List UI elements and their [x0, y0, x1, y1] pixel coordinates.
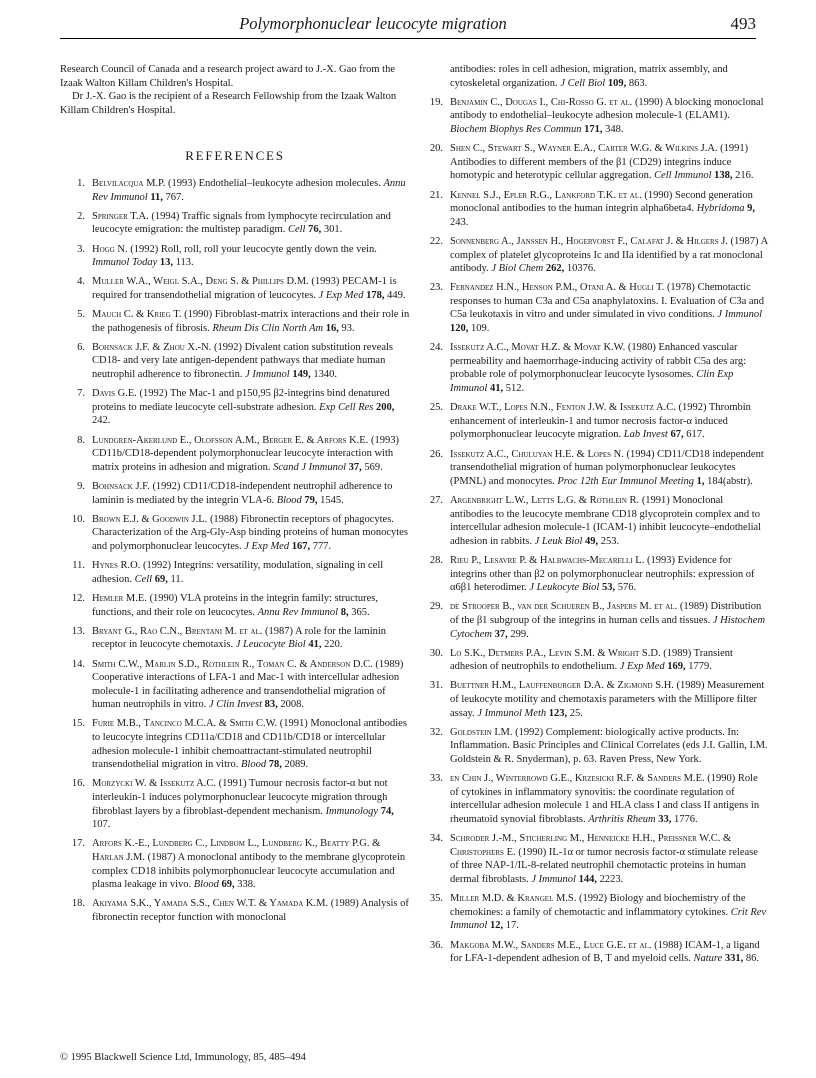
right-column	[418, 63, 768, 971]
reference-authors: de Strooper B., van der Schueren B., Jaspers M. et al.	[450, 601, 678, 613]
reference-authors: Schroder J.-M., Sticherling M., Henneicke H.H., Preissner W.C. & Christophers E.	[450, 833, 732, 858]
pages: 299.	[510, 628, 529, 640]
reference-year: (1989)	[676, 680, 705, 692]
reference-authors: Smith C.W., Marlin S.D., Rothlein R., Toman C. & Anderson D.C.	[92, 658, 373, 670]
reference-year: (1991)	[279, 718, 308, 730]
reference-title: Role of cytokines in inflammatory synovitis: the coordinate regulation of intercellular adhesion molecule 1 and HLA class I and class II antigens in rheumatoid synovial fibroblasts.	[450, 773, 760, 825]
reference-title: Analysis of fibronectin receptor function with monoclonal	[92, 898, 409, 923]
reference-number: 23.	[429, 282, 443, 294]
reference-number: 13.	[71, 625, 85, 637]
reference-title: Evidence for integrins other than β2 on polymorphonuclear neutrophils: expression of α6β1 heterodimer.	[450, 554, 755, 594]
reference-title: IL-1α or tumor necrosis factor-α stimulate release of three NAP-1/IL-8-related neutrophil chemotactic proteins in human dermal fibroblasts.	[450, 846, 758, 885]
volume: 79,	[304, 494, 318, 506]
volume: 8,	[340, 606, 349, 618]
journal-name: Scand J Immunol	[273, 461, 346, 473]
reference-authors: Kennel S.J., Epler R.G., Lankford T.K. et al.	[450, 189, 642, 201]
journal-name: Blood	[276, 494, 302, 506]
reference-year: (1991)	[218, 778, 247, 790]
reference-number: 14.	[71, 658, 85, 670]
pages: 1776.	[673, 814, 698, 825]
reference-title: Divalent cation substitution reveals CD18- and very late antigen-dependent pathways that mediate human neutrophil adherence to fibronectin.	[92, 341, 394, 381]
journal-name: Clin Exp Immunol	[450, 369, 734, 395]
volume: 167,	[291, 540, 311, 552]
pages: 10376.	[566, 263, 596, 275]
reference-year: (1994)	[626, 448, 655, 460]
reference-authors: Hynes R.O.	[92, 560, 141, 572]
reference-entry	[418, 494, 768, 548]
journal-name: Cell Immunol	[654, 170, 712, 182]
reference-entry	[418, 448, 768, 489]
reference-year: (1992)	[139, 388, 168, 400]
volume: 120,	[450, 323, 469, 335]
reference-authors: Bryant G., Rao C.N., Brentani M. et al.	[92, 625, 263, 637]
reference-authors: Issekutz A.C., Chuluyan H.E. & Lopes N.	[450, 448, 624, 460]
pages: 569.	[364, 461, 383, 473]
pages: 107.	[92, 819, 111, 831]
reference-number: 19.	[429, 96, 443, 108]
volume: 41,	[308, 639, 322, 651]
reference-title: Distribution of the β1 subgroup of the integrins in human cells and tissues.	[450, 601, 762, 626]
volume: 171,	[584, 123, 603, 135]
volume: 331,	[724, 953, 744, 965]
pages: 220.	[324, 639, 343, 651]
volume: 144,	[578, 873, 597, 885]
reference-title: CD11/CD18 independent transendothelial migration of human polymorphonuclear leukocytes (PMNL) and monocytes.	[450, 448, 764, 487]
reference-authors: Mauch C. & Krieg T.	[92, 309, 182, 321]
reference-year: (1992)	[152, 481, 181, 492]
pages: 17.	[505, 920, 519, 932]
reference-number: 16.	[71, 778, 85, 790]
reference-number: 9.	[77, 481, 85, 492]
reference-authors: Davis G.E.	[92, 388, 137, 400]
reference-year: (1987)	[265, 625, 293, 637]
reference-list	[418, 96, 768, 966]
pages: 93.	[341, 322, 355, 334]
volume: 76,	[308, 224, 322, 236]
pages: 2223.	[599, 873, 624, 885]
reference-authors: Lundgren-Akerlund E., Olofsson A.M., Berger E. & Arfors K.E.	[92, 434, 369, 446]
reference-title: A monoclonal antibody to the membrane glycoprotein complex CD18 inhibits polymorphonuclear leucocyte accumulation and plasma leakage in vivo.	[92, 852, 406, 891]
reference-title: Thrombin enhancement of interleukin-1 and tumor necrosis factor-α induced polymorphonuclear leucocyte migration.	[450, 402, 751, 441]
reference-number: 10.	[71, 513, 85, 525]
journal-name: J Leucocyte Biol	[235, 639, 306, 651]
reference-title: Complement: biologically active products. In: Inflammation. Basic Principles and Clinical Correlates (eds J.I. Gallin, I.M. Goldstein & R. Snyderman), p. 63. Raven Press, New York.	[450, 726, 768, 766]
volume: 49,	[585, 535, 599, 547]
acknowledgement-paragraph: Research Council of Canada and a research project award to J.-X. Gao from the Izaak Walton Killam Children's Hospital.	[60, 64, 395, 89]
running-title: Polymorphonuclear leucocyte migration	[239, 14, 507, 33]
reference-title: A complex of platelet glycoproteins Ic and IIa identified by a rat monoclonal antibody.	[450, 235, 768, 275]
reference-authors: Bohnsack J.F. & Zhou X.-N.	[92, 341, 212, 353]
reference-title: Fibroblast-matrix interactions and their role in the pathogenesis of fibrosis.	[92, 309, 410, 334]
reference-year: (1990)	[634, 96, 663, 108]
journal-name: J Clin Invest	[208, 699, 263, 711]
journal-name: Blood	[241, 759, 267, 771]
reference-entry	[418, 600, 768, 641]
reference-number: 18.	[71, 898, 85, 910]
reference-authors: Sonnenberg A., Janssen H., Hogervorst F., Calafat J. & Hilgers J.	[450, 235, 728, 247]
volume: 69,	[154, 573, 168, 585]
journal-name: J Cell Biol	[560, 77, 606, 89]
journal-name: Rheum Dis Clin North Am	[212, 322, 324, 334]
reference-title: Fibronectin receptors of phagocytes. Characterization of the Arg-Gly-Asp binding proteins of human monocytes and polymorphonuclear leucocytes.	[92, 513, 408, 552]
reference-title: Monoclonal antibodies to the leucocyte membrane CD18 glycoprotein complex and to intercellular adhesion molecule-1 (ICAM-1) inhibit leucocyte–endothelial adhesion in rabbits.	[450, 494, 762, 547]
page-number: 493	[730, 14, 756, 33]
volume: 69,	[221, 879, 235, 891]
journal-name: Annu Rev Immunol	[92, 177, 406, 203]
reference-number: 4.	[77, 276, 85, 288]
reference-title: The Mac-1 and p150,95 β2-integrins bind denatured proteins to mediate leucocyte cell-substrate adhesion.	[92, 388, 390, 413]
reference-title: Enhanced vascular permeability and haemorrhage-inducing activity of rabbit C5a des arg: probable role of polymorphonuclear leucocyte lysosomes.	[450, 342, 747, 381]
reference-entry	[60, 513, 410, 554]
reference-year: (1990)	[149, 592, 178, 604]
reference-number: 35.	[429, 893, 443, 905]
pages: 1340.	[313, 369, 337, 381]
reference-entry	[418, 554, 768, 595]
pages: 86.	[745, 953, 760, 965]
reference-number: 7.	[77, 388, 85, 400]
pages: 512.	[505, 383, 525, 395]
reference-year: (1989)	[663, 647, 692, 659]
reference-number: 30.	[429, 647, 443, 659]
reference-authors: Arfors K.-E., Lundberg C., Lindbom L., Lundberg K., Beatty P.G. & Harlan J.M.	[92, 838, 381, 863]
journal-name: J Immunol	[245, 369, 290, 381]
journal-name: Cell	[287, 224, 306, 236]
reference-entry	[418, 892, 768, 933]
reference-entry	[418, 679, 768, 720]
journal-name: J Biol Chem	[491, 263, 544, 275]
reference-number: 28.	[429, 554, 443, 566]
reference-year: (1990)	[707, 773, 736, 785]
volume: 13,	[159, 257, 173, 269]
reference-number: 1.	[77, 177, 85, 189]
copyright-footer: © 1995 Blackwell Science Ltd, Immunology, 85, 485–494	[60, 1052, 306, 1063]
reference-year: (1978)	[666, 282, 695, 294]
pages: 2089.	[284, 759, 309, 771]
journal-name: J Leukocyte Biol	[529, 582, 600, 594]
reference-title: CD11b/CD18-dependent polymorphonuclear leucocyte interaction with matrix proteins in adhesion and migration.	[92, 448, 394, 473]
reference-title: Antibodies to different members of the β1 (CD29) integrins induce homotypic and heterotypic cellular aggregation.	[450, 156, 732, 182]
journal-name: Cell	[134, 573, 153, 585]
journal-name: Crit Rev Immunol	[450, 906, 767, 932]
pages: 863.	[628, 77, 648, 89]
journal-name: Proc 12th Eur Immunol Meeting	[557, 475, 694, 487]
journal-name: J Immunol Meth	[477, 707, 547, 719]
reference-authors: Lo S.K., Detmers P.A., Levin S.M. & Wright S.D.	[450, 647, 661, 659]
reference-year: (1993)	[370, 434, 399, 446]
reference-year: (1989)	[679, 601, 708, 613]
journal-name: Immunology	[325, 805, 379, 817]
journal-name: J Exp Med	[619, 661, 665, 673]
volume: 178,	[366, 289, 385, 301]
reference-entry	[418, 939, 768, 966]
reference-year: (1989)	[375, 658, 404, 670]
reference-title: Tumour necrosis factor-α but not interleukin-1 induces polymorphonuclear leucocyte migration through fibroblast layers by a fibroblast-dependent mechanism.	[92, 778, 388, 817]
reference-year: (1993)	[167, 177, 196, 189]
reference-entry	[60, 434, 410, 475]
pages: 576.	[617, 582, 637, 594]
reference-list	[60, 177, 410, 925]
reference-authors: Buettner H.M., Lauffenburger D.A. & Zigmond S.H.	[450, 680, 674, 692]
reference-entry	[60, 717, 410, 771]
reference-number: 15.	[71, 718, 85, 730]
reference-number: 25.	[429, 402, 443, 414]
reference-entry	[418, 189, 768, 230]
volume: 53,	[601, 582, 616, 594]
pages: 348.	[605, 123, 624, 135]
journal-name: J Leuk Biol	[534, 535, 583, 547]
journal-name: Exp Cell Res	[319, 401, 374, 413]
journal-name: Blood	[193, 879, 219, 891]
reference-title: CD11/CD18-independent neutrophil adherence to laminin is mediated by the integrin VLA-6.	[92, 481, 393, 506]
pages: 242.	[92, 415, 111, 427]
journal-name: J Exp Med	[244, 540, 290, 552]
reference-authors: Fernandez H.N., Henson P.M., Otani A. & Hugli T.	[450, 282, 665, 294]
reference-entry	[418, 281, 768, 335]
reference-year: (1992)	[142, 560, 171, 572]
reference-authors: Rieu P., Lesavre P. & Halbwachs-Mecarelli L.	[450, 554, 645, 566]
reference-title: Chemotactic responses to human C3a and C5a anaphylatoxins. I. Evaluation of C3a and C5a leukotaxis in vitro and under simulated in vivo conditions.	[450, 282, 765, 321]
pages: 11.	[170, 573, 184, 585]
reference-year: (1988)	[209, 513, 238, 525]
reference-title: PECAM-1 is required for transendothelial migration of leucocytes.	[92, 276, 397, 301]
reference-year: (1987)	[730, 235, 759, 247]
reference-number: 36.	[429, 939, 443, 951]
reference-authors: Hemler M.E.	[92, 592, 147, 604]
reference-year: (1988)	[654, 939, 683, 951]
reference-title: Traffic signals from lymphocyte recirculation and leucocyte emigration: the multistep paradigm.	[92, 210, 391, 236]
reference-entry	[60, 387, 410, 428]
reference-authors: Belvilacqua M.P.	[92, 177, 166, 189]
reference-number: 34.	[429, 833, 443, 845]
reference-continuation	[418, 63, 768, 90]
journal-name: Lab Invest	[623, 429, 668, 441]
reference-authors: Furie M.B., Tancinco M.C.A. & Smith C.W.	[92, 718, 278, 730]
reference-entry	[60, 480, 410, 507]
reference-authors: Makgoba M.W., Sanders M.E., Luce G.E. et al.	[450, 939, 652, 951]
reference-entry	[60, 177, 410, 204]
reference-number: 21.	[429, 189, 443, 201]
reference-year: (1993)	[646, 554, 675, 566]
volume: 138,	[714, 170, 733, 182]
reference-authors: Muller W.A., Weigl S.A., Deng S. & Phillips D.M.	[92, 276, 309, 288]
pages: 1779.	[688, 661, 712, 673]
reference-entry	[60, 275, 410, 302]
volume: 123,	[548, 707, 568, 719]
journal-name: J Immunol	[717, 309, 763, 321]
reference-number: 6.	[77, 341, 85, 353]
volume: 9,	[747, 203, 756, 215]
pages: 767.	[165, 191, 184, 203]
reference-authors: Goldstein I.M.	[450, 726, 513, 738]
pages: 301.	[323, 224, 343, 236]
reference-year: (1990)	[644, 189, 673, 201]
volume: 83,	[264, 699, 278, 711]
reference-entry	[60, 897, 410, 924]
pages: 253.	[600, 535, 620, 547]
reference-number: 32.	[429, 726, 443, 738]
reference-authors: en Chin J., Winterrowd G.E., Krzesicki R.F. & Sanders M.E.	[450, 773, 705, 785]
pages: 113.	[175, 257, 194, 269]
reference-title: Second generation monoclonal antibodies to the human integrin alpha6beta4.	[450, 189, 753, 215]
reference-number: 22.	[429, 235, 443, 247]
running-header	[60, 12, 756, 39]
reference-entry	[418, 647, 768, 674]
volume: 12,	[489, 920, 504, 932]
reference-year: (1992)	[678, 402, 707, 414]
journal-name: J Immunol	[531, 873, 576, 885]
reference-entry	[418, 341, 768, 395]
reference-year: (1992)	[213, 341, 242, 353]
reference-title: Biology and biochemistry of the chemokines: a family of chemotactic and inflammatory cytokines.	[450, 893, 746, 918]
reference-entry	[60, 777, 410, 831]
pages: 184(abstr).	[707, 475, 753, 487]
left-column	[60, 63, 410, 930]
reference-authors: Argenbright L.W., Letts L.G. & Rothlein R.	[450, 494, 640, 506]
reference-number: 27.	[429, 494, 443, 506]
reference-authors: Brown E.J. & Goodwin J.L.	[92, 513, 208, 525]
reference-number: 29.	[429, 601, 443, 613]
volume: 262,	[545, 263, 565, 275]
reference-title: Transient adhesion of neutrophils to endothelium.	[450, 647, 733, 673]
reference-year: (1992)	[515, 726, 544, 738]
reference-entry	[60, 308, 410, 335]
reference-title: A role for the laminin receptor in leucocyte chemotaxis.	[92, 625, 387, 651]
reference-number: 2.	[77, 210, 85, 222]
references-heading: REFERENCES	[185, 148, 285, 164]
reference-title: Endothelial–leukocyte adhesion molecules.	[198, 177, 381, 189]
reference-authors: Springer T.A.	[92, 210, 149, 222]
reference-number: 24.	[429, 342, 443, 354]
reference-entry	[60, 625, 410, 652]
reference-title: ICAM-1, a ligand for LFA-1-dependent adhesion of B, T and myeloid cells.	[450, 939, 760, 965]
reference-entry	[418, 142, 768, 183]
reference-entry	[60, 837, 410, 891]
pages: 338.	[237, 879, 256, 891]
reference-authors: Shen C., Stewart S., Wayner E.A., Carter W.G. & Wilkins J.A.	[450, 143, 718, 155]
volume: 41,	[489, 383, 504, 395]
reference-title: Roll, roll, roll your leucocyte gently down the vein.	[160, 243, 377, 255]
reference-number: 20.	[429, 143, 443, 155]
reference-year: (1990)	[518, 846, 547, 858]
volume: 200,	[376, 401, 395, 413]
reference-authors: Akiyama S.K., Yamada S.S., Chen W.T. & Yamada K.M.	[92, 898, 329, 910]
volume: 109,	[607, 77, 627, 89]
pages: 243.	[450, 216, 469, 228]
reference-entry	[418, 832, 768, 886]
pages: 777.	[312, 540, 332, 552]
volume: 67,	[670, 429, 684, 441]
journal-name: J Histochem Cytochem	[450, 614, 766, 640]
reference-number: 8.	[77, 434, 85, 446]
volume: 11,	[150, 191, 163, 203]
reference-number: 31.	[429, 680, 443, 692]
pages: 109.	[471, 323, 490, 335]
reference-entry	[60, 341, 410, 382]
reference-entry	[60, 243, 410, 270]
reference-authors: Issekutz A.C., Movat H.Z. & Movat K.W.	[450, 342, 626, 354]
reference-title: VLA proteins in the integrin family: structures, functions, and their role on leucocytes.	[92, 592, 379, 618]
reference-year: (1980)	[627, 342, 656, 354]
reference-entry	[418, 96, 768, 137]
journal-name: Arthritis Rheum	[588, 814, 656, 825]
reference-number: 12.	[71, 592, 85, 604]
journal-name: J Exp Med	[318, 289, 364, 301]
volume: 149,	[292, 369, 311, 381]
reference-year: (1990)	[184, 309, 213, 321]
reference-authors: Drake W.T., Lopes N.N., Fenton J.W. & Issekutz A.C.	[450, 402, 676, 414]
reference-title: antibodies: roles in cell adhesion, migration, matrix assembly, and cytoskeletal organization.	[450, 64, 728, 89]
reference-number: 3.	[77, 243, 85, 255]
volume: 33,	[658, 814, 672, 825]
reference-title: Monoclonal antibodies to leucocyte integrins CD11a/CD18 and CD11b/CD18 or intercellular adhesion molecule-1 inhibit chemoattractant-stimulated neutrophil transendothelial migration in vitro.	[92, 718, 407, 771]
reference-title: Cooperative interactions of LFA-1 and Mac-1 with intercellular adhesion molecule-1 in facilitating adherence and transendothelial migration of human neutrophils in vitro.	[92, 672, 400, 711]
reference-authors: Morzycki W. & Issekutz A.C.	[92, 778, 216, 790]
reference-number: 11.	[72, 560, 85, 572]
pages: 1545.	[320, 494, 344, 506]
pages: 2008.	[280, 699, 305, 711]
reference-authors: Miller M.D. & Krangel M.S.	[450, 893, 577, 905]
reference-year: (1989)	[330, 898, 359, 910]
reference-number: 26.	[429, 448, 443, 460]
volume: 37,	[348, 461, 362, 473]
reference-number: 5.	[77, 309, 85, 321]
reference-authors: Hogg N.	[92, 243, 128, 255]
journal-name: Nature	[693, 953, 723, 965]
reference-title: A blocking monoclonal antibody to endothelial–leukocyte adhesion molecule-1 (ELAM1).	[450, 96, 764, 122]
reference-authors: Bohnsack J.F.	[92, 481, 150, 492]
reference-entry	[418, 401, 768, 442]
reference-entry	[418, 772, 768, 826]
volume: 169,	[667, 661, 686, 673]
reference-title: Integrins: versatility, modulation, signaling in cell adhesion.	[92, 560, 384, 585]
acknowledgement-paragraph: Dr J.-X. Gao is the recipient of a Research Fellowship from the Izaak Walton Killam Children's Hospital.	[60, 91, 397, 116]
pages: 365.	[351, 606, 370, 618]
reference-entry	[418, 726, 768, 767]
reference-entry	[60, 658, 410, 712]
volume: 16,	[325, 322, 339, 334]
volume: 78,	[268, 759, 282, 771]
volume: 37,	[494, 628, 508, 640]
reference-number: 17.	[71, 838, 85, 850]
pages: 449.	[387, 289, 406, 301]
reference-year: (1992)	[579, 893, 608, 905]
volume: 1,	[696, 475, 705, 487]
journal-name: Hybridoma	[696, 203, 745, 215]
reference-entry	[418, 235, 768, 276]
reference-entry	[60, 592, 410, 619]
reference-year: (1991)	[641, 494, 670, 506]
journal-name: Annu Rev Immunol	[257, 606, 339, 618]
reference-title: Measurement of leukocyte motility and chemotaxis parameters with the Millipore filter assay.	[450, 680, 765, 719]
reference-year: (1987)	[147, 852, 176, 863]
pages: 216.	[735, 170, 754, 182]
reference-year: (1994)	[151, 210, 180, 222]
journal-name: Immunol Today	[92, 257, 158, 269]
reference-number: 33.	[429, 773, 443, 785]
volume: 74,	[380, 805, 394, 817]
pages: 617.	[686, 429, 705, 441]
reference-year: (1992)	[130, 243, 159, 255]
reference-entry	[60, 559, 410, 586]
reference-authors: Benjamin C., Dougas I., Chi-Rosso G. et al.	[450, 96, 633, 108]
journal-name: Biochem Biophys Res Commun	[450, 123, 582, 135]
pages: 25.	[569, 707, 583, 719]
reference-year: (1991)	[720, 143, 749, 155]
reference-year: (1993)	[311, 276, 340, 288]
reference-entry	[60, 210, 410, 237]
